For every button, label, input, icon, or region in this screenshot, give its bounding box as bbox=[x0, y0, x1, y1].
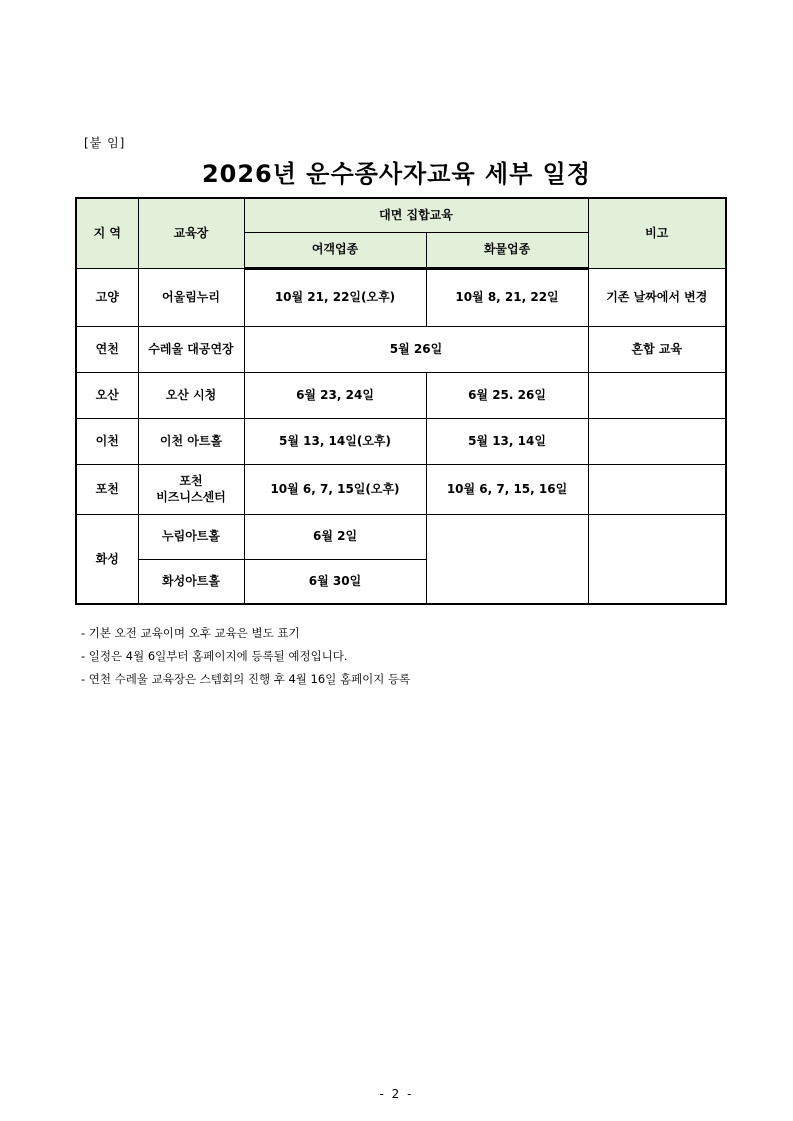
region-cell: 연천 bbox=[76, 326, 138, 372]
notes bbox=[81, 622, 410, 691]
table-row bbox=[76, 372, 726, 418]
region-cell: 이천 bbox=[76, 418, 138, 464]
header-cargo: 화물업종 bbox=[426, 232, 588, 268]
remarks-cell: 혼합 교육 bbox=[588, 326, 726, 372]
region-cell: 포천 bbox=[76, 464, 138, 514]
passenger-cell: 6월 30일 bbox=[244, 559, 426, 604]
page-number: - 2 - bbox=[379, 1087, 414, 1101]
table-row bbox=[76, 464, 726, 514]
region-cell: 화성 bbox=[76, 514, 138, 604]
venue-cell: 수레울 대공연장 bbox=[138, 326, 244, 372]
table-row bbox=[76, 514, 726, 559]
passenger-cell: 6월 23, 24일 bbox=[244, 372, 426, 418]
remarks-cell bbox=[588, 372, 726, 418]
cargo-cell: 6월 25. 26일 bbox=[426, 372, 588, 418]
venue-cell: 어울림누리 bbox=[138, 268, 244, 326]
cargo-cell bbox=[426, 514, 588, 604]
passenger-cell: 5월 13, 14일(오후) bbox=[244, 418, 426, 464]
remarks-cell bbox=[588, 464, 726, 514]
region-cell: 고양 bbox=[76, 268, 138, 326]
header-remarks: 비고 bbox=[588, 198, 726, 268]
remarks-cell bbox=[588, 514, 726, 604]
header-region: 지 역 bbox=[76, 198, 138, 268]
venue-cell: 이천 아트홀 bbox=[138, 418, 244, 464]
note-item: - 기본 오전 교육이며 오후 교육은 별도 표기 bbox=[81, 626, 300, 640]
venue-line: 비즈니스센터 bbox=[156, 490, 226, 504]
note-item: - 연천 수레울 교육장은 스템회의 진행 후 4월 16일 홈페이지 등록 bbox=[81, 672, 411, 686]
page-title: 2026년 운수종사자교육 세부 일정 bbox=[201, 160, 592, 188]
venue-line: 포천 bbox=[179, 473, 203, 488]
table-row bbox=[76, 326, 726, 372]
table-row bbox=[76, 418, 726, 464]
venue-cell: 화성아트홀 bbox=[138, 559, 244, 604]
schedule-table bbox=[75, 197, 727, 605]
remarks-cell: 기존 날짜에서 변경 bbox=[588, 268, 726, 326]
venue-cell: 누림아트홀 bbox=[138, 514, 244, 559]
cargo-cell: 5월 13, 14일 bbox=[426, 418, 588, 464]
passenger-cell: 10월 6, 7, 15일(오후) bbox=[244, 464, 426, 514]
cargo-cell: 10월 8, 21, 22일 bbox=[426, 268, 588, 326]
venue-cell bbox=[138, 464, 244, 514]
header-passenger: 여객업종 bbox=[244, 232, 426, 268]
table-row bbox=[76, 268, 726, 326]
passenger-cell: 10월 21, 22일(오후) bbox=[244, 268, 426, 326]
passenger-cell: 6월 2일 bbox=[244, 514, 426, 559]
venue-cell: 오산 시청 bbox=[138, 372, 244, 418]
note-item: - 일정은 4월 6일부터 홈페이지에 등록될 예정입니다. bbox=[81, 649, 348, 663]
attachment-label: [붙 임] bbox=[84, 136, 126, 150]
header-in-person: 대면 집합교육 bbox=[244, 198, 588, 232]
region-cell: 오산 bbox=[76, 372, 138, 418]
remarks-cell bbox=[588, 418, 726, 464]
header-venue: 교육장 bbox=[138, 198, 244, 268]
combined-schedule-cell: 5월 26일 bbox=[244, 326, 588, 372]
cargo-cell: 10월 6, 7, 15, 16일 bbox=[426, 464, 588, 514]
